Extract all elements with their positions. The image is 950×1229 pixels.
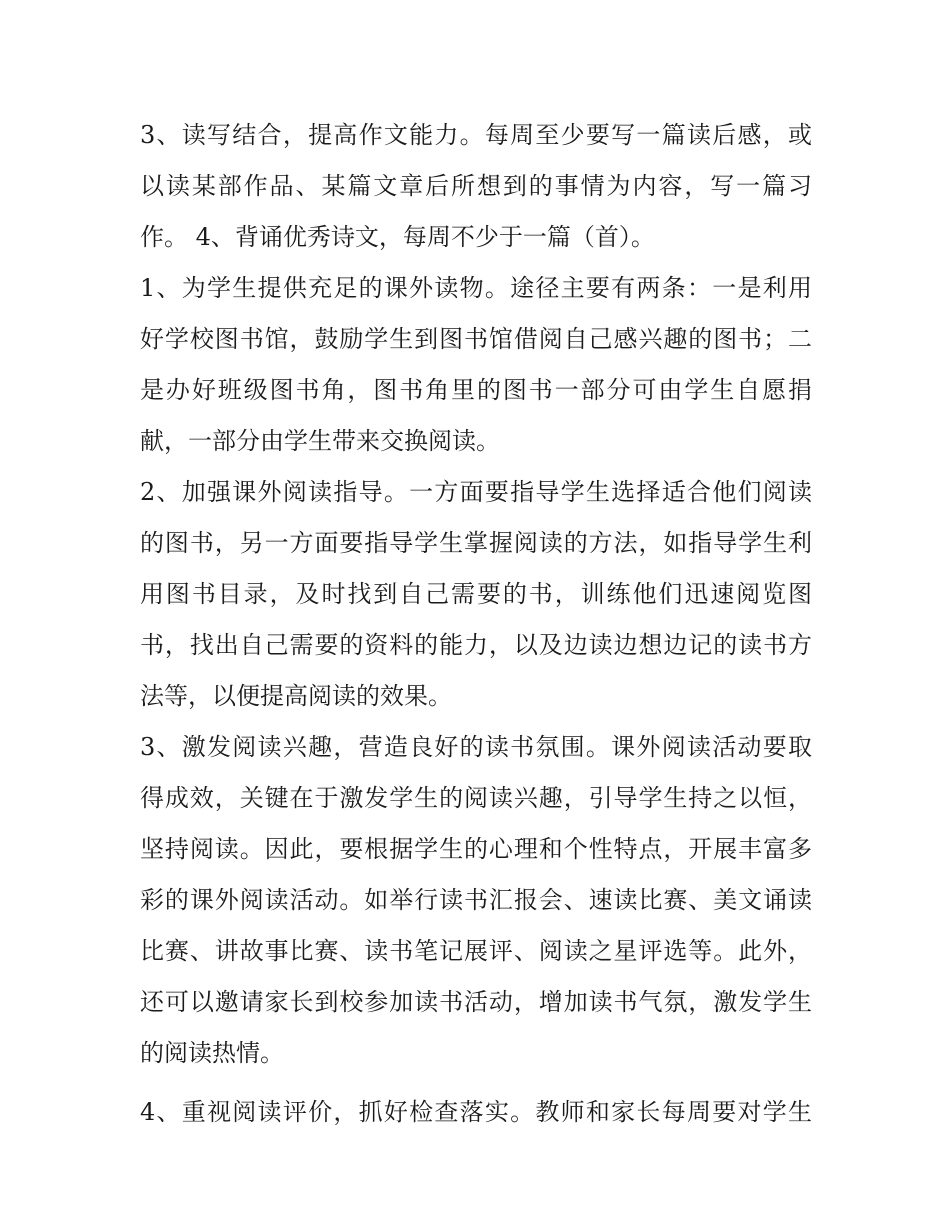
text-line: 的图书，另一方面要指导学生掌握阅读的方法，如指导学生利: [140, 529, 812, 557]
text-line: 作。 4、背诵优秀诗文，每周不少于一篇（首）。: [140, 223, 655, 251]
text-line: 以读某部作品、某篇文章后所想到的事情为内容，写一篇习: [140, 172, 812, 200]
paragraph-reading-interest: [140, 722, 820, 1079]
document-body: [140, 110, 820, 1138]
paragraph-reading-writing: [140, 110, 820, 263]
text-line: 献，一部分由学生带来交换阅读。: [140, 427, 500, 455]
text-line: 书，找出自己需要的资料的能力，以及边读边想边记的读书方: [140, 631, 812, 659]
text-line: 坚持阅读。因此，要根据学生的心理和个性特点，开展丰富多: [140, 835, 812, 863]
text-line: 用图书目录，及时找到自己需要的书，训练他们迅速阅览图: [140, 580, 812, 608]
text-line: 法等，以便提高阅读的效果。: [140, 682, 452, 710]
paragraph-reading-evaluation: [140, 1087, 820, 1138]
paragraph-reading-guidance: [140, 467, 820, 722]
text-line: 是办好班级图书角，图书角里的图书一部分可由学生自愿捐: [140, 376, 812, 404]
text-line: 4、重视阅读评价，抓好检查落实。教师和家长每周要对学生: [140, 1098, 812, 1126]
text-line: 3、读写结合，提高作文能力。每周至少要写一篇读后感，或: [140, 121, 812, 149]
paragraph-reading-materials: [140, 263, 820, 467]
text-line: 3、激发阅读兴趣，营造良好的读书氛围。课外阅读活动要取: [140, 733, 812, 761]
text-line: 得成效，关键在于激发学生的阅读兴趣，引导学生持之以恒，: [140, 784, 812, 812]
text-line: 的阅读热情。: [140, 1039, 284, 1067]
text-line: 1、为学生提供充足的课外读物。途径主要有两条：一是利用: [140, 274, 812, 302]
text-line: 好学校图书馆，鼓励学生到图书馆借阅自己感兴趣的图书；二: [140, 325, 812, 353]
text-line: 2、加强课外阅读指导。一方面要指导学生选择适合他们阅读: [140, 478, 812, 506]
text-line: 还可以邀请家长到校参加读书活动，增加读书气氛，激发学生: [140, 988, 812, 1016]
text-line: 彩的课外阅读活动。如举行读书汇报会、速读比赛、美文诵读: [140, 886, 812, 914]
text-line: 比赛、讲故事比赛、读书笔记展评、阅读之星评选等。此外，: [140, 937, 812, 965]
